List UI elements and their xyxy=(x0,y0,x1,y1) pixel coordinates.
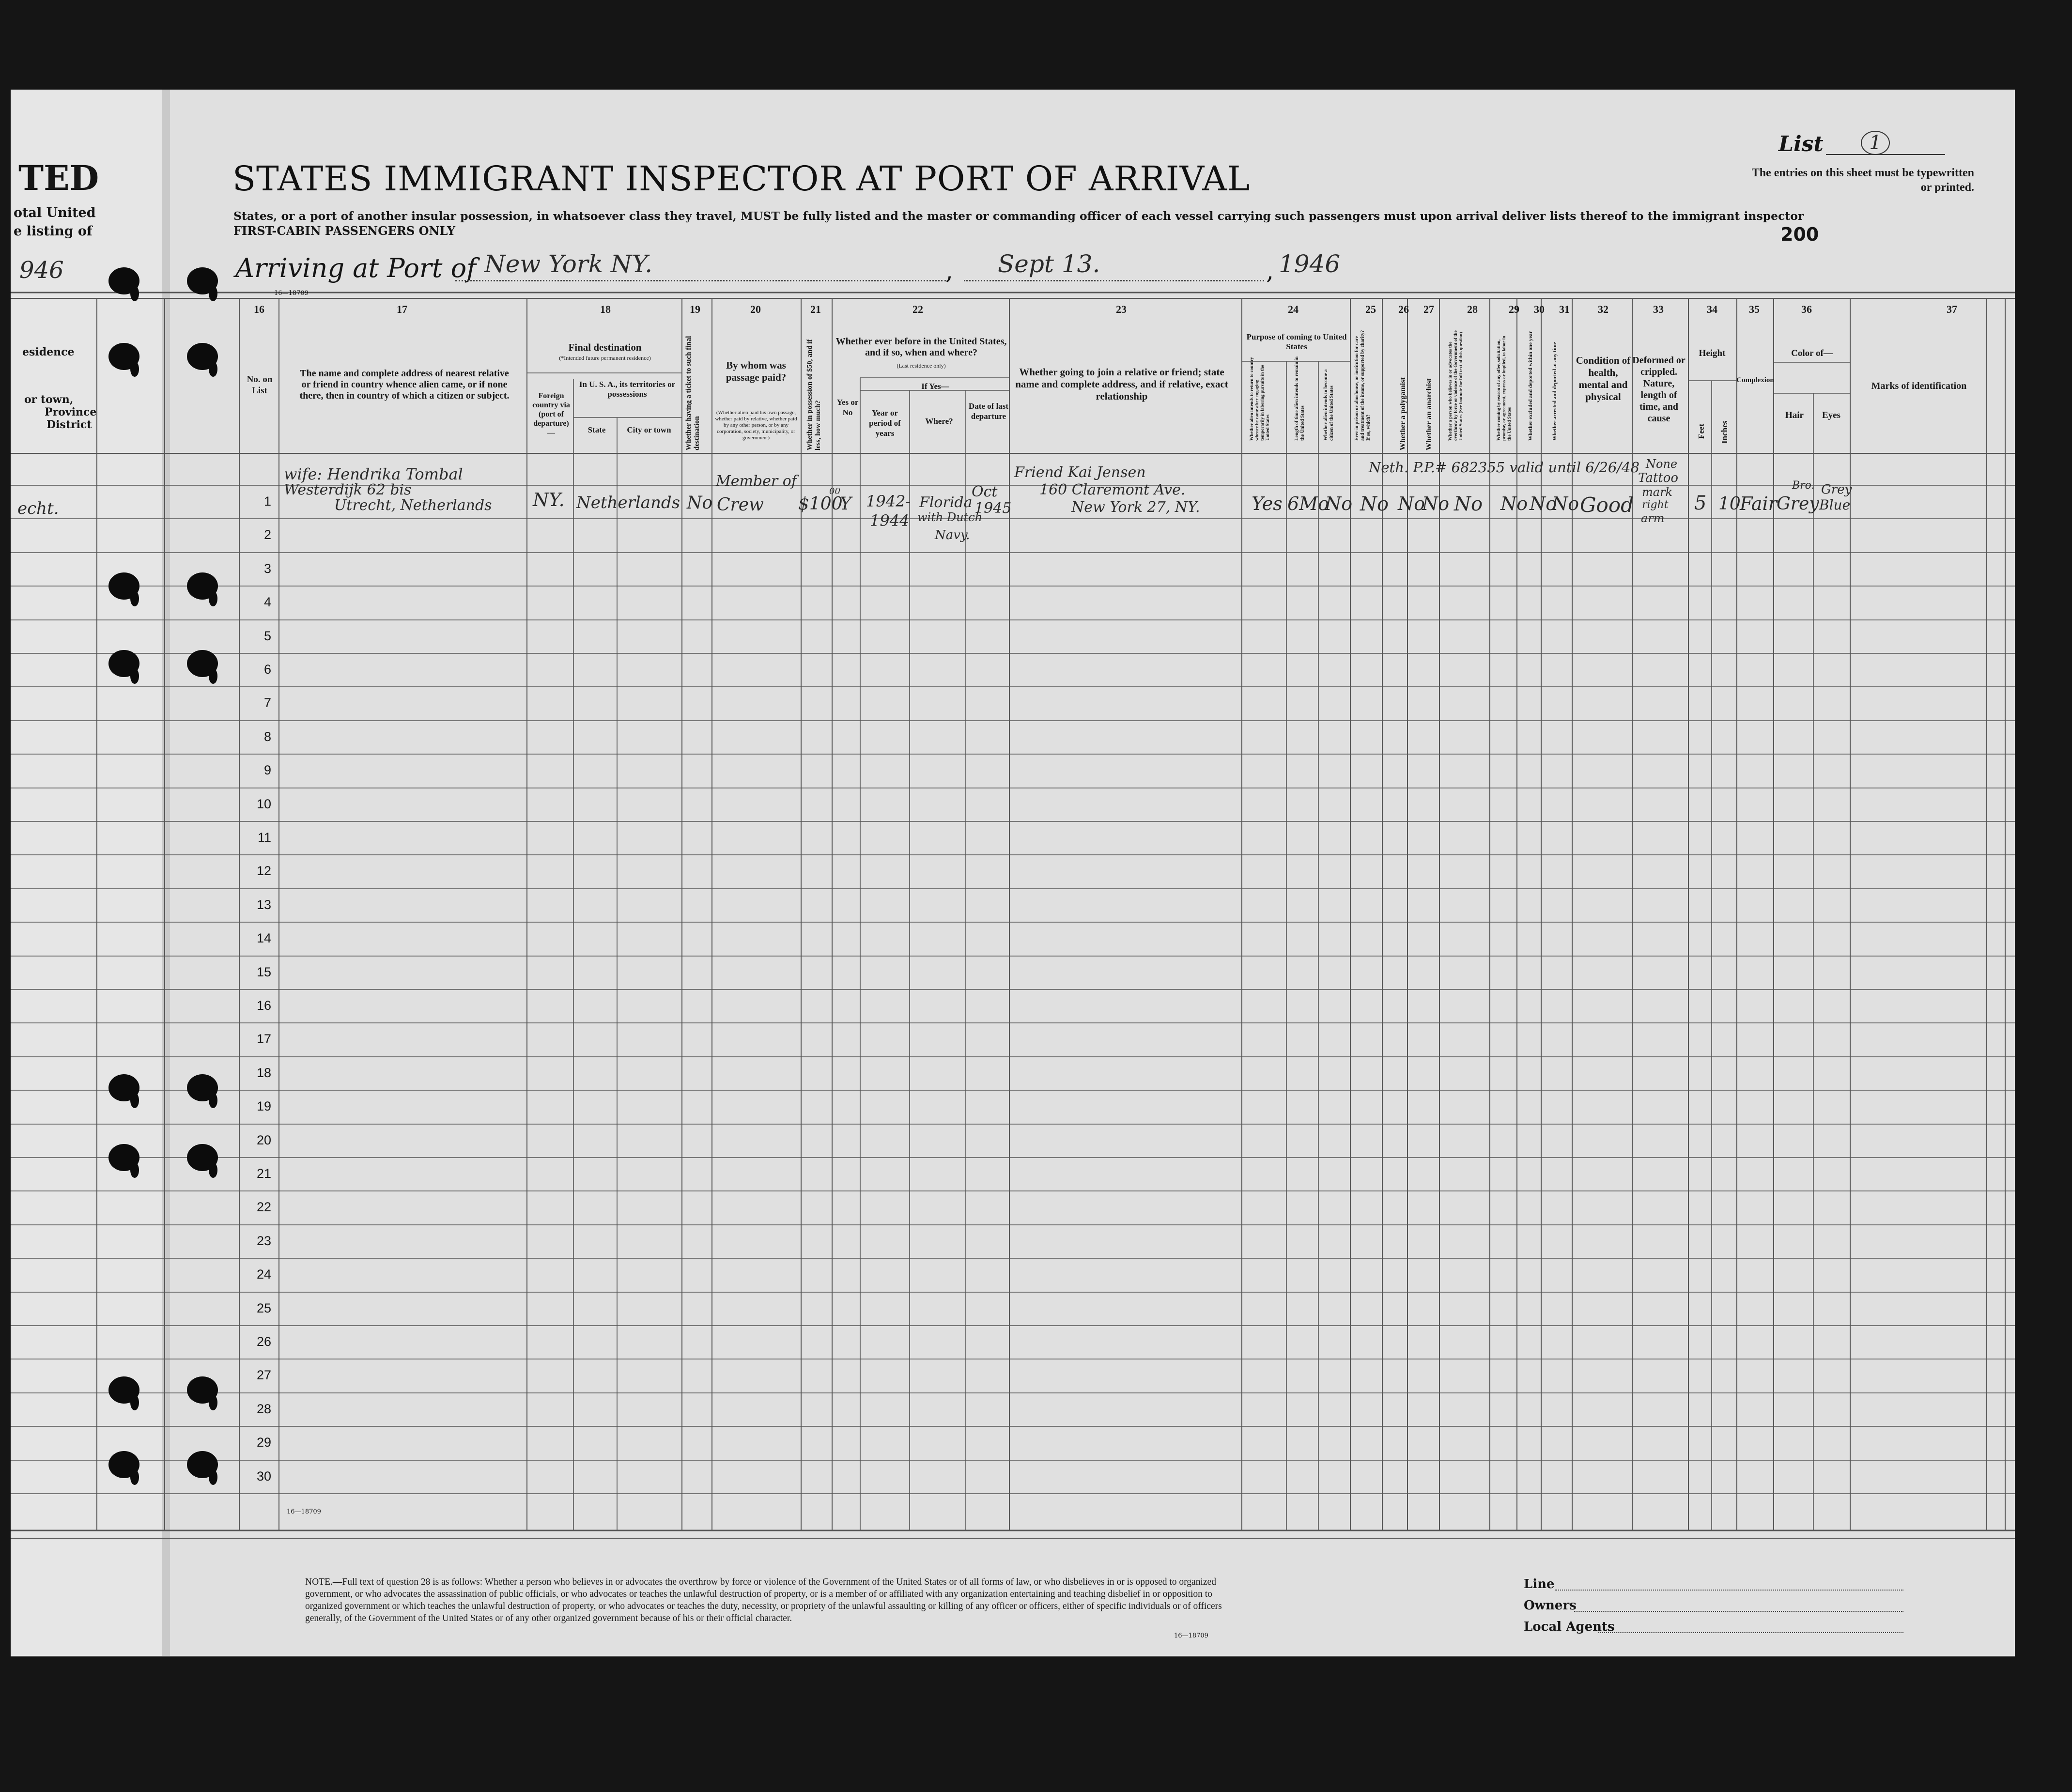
form-title: STATES IMMIGRANT INSPECTOR AT PORT OF ARRIVAL xyxy=(232,159,1251,199)
row-number: 26 xyxy=(256,1334,271,1349)
entry-ticket: No xyxy=(687,493,713,513)
entry-relative-line2: Westerdijk 62 bis xyxy=(284,481,412,498)
row-number: 25 xyxy=(256,1301,271,1315)
heading-final-destination-note: (*Intended future permanent residence) xyxy=(559,355,651,361)
row-number: 22 xyxy=(256,1200,271,1214)
entry-foreign-country: NY. xyxy=(533,489,565,510)
punch-hole-tail xyxy=(209,361,217,377)
heading-polygamist: Whether a polygamist xyxy=(1399,377,1407,450)
entry-purpose-a: Yes xyxy=(1252,493,1283,514)
entry-hair: Grey xyxy=(1777,494,1819,514)
entry-departure-line2: 1945 xyxy=(974,500,1012,517)
agents-dotted xyxy=(1598,1632,1903,1633)
col-number-25: 25 xyxy=(1365,303,1376,315)
entry-departure-line1: Oct xyxy=(972,483,998,500)
row-number: 5 xyxy=(263,629,271,643)
row-number: 17 xyxy=(256,1032,271,1046)
entry-paid-line1: Member of xyxy=(716,473,797,490)
form-number-bottom: 16—18709 xyxy=(287,1508,321,1515)
heading-nearest-relative: The name and complete address of nearest relative or friend in country whence alien came, or if none there, then in country of which a citizen or subject. xyxy=(299,368,510,401)
footnote-question-28: NOTE.—Full text of question 28 is as follows: Whether a person who believes in or advocates the overthrow by force or violence of the Government of the United States or of all forms of law, or who disbelieves in or is opposed to organized government, or who advocates the assassination of public officials, or who advocates or teaches the unlawful destruction of property, or is a member of or affiliated with any organization entertaining and teaching disbelief in or opposition to organized government or which teaches the unlawful destruction of property, or who advocates or teaches the duty, necessity, or propriety of the unlawful assaulting or killing of any officer or officers, either of specific individuals or of officers generally, of the Government of the United States or of any other organized government because of his or their official character. xyxy=(305,1577,1222,1623)
left-fragment-town2: Province xyxy=(45,406,97,418)
list-underline xyxy=(1826,154,1945,155)
entry-years-line1: 1942- xyxy=(866,492,911,510)
heading-q29: Whether coming by reason of any offer, solicitation, promise, or agreement, express or implied, to labor in the United States xyxy=(1497,336,1512,441)
punch-hole-tail xyxy=(209,286,217,301)
punch-hole-tail xyxy=(209,1093,217,1108)
heading-year-period: Year or period of years xyxy=(869,408,901,438)
heading-purpose: Purpose of coming to United States xyxy=(1246,332,1347,351)
col-number-30: 30 xyxy=(1534,303,1545,315)
row-number: 2 xyxy=(263,527,271,542)
col-number-17: 17 xyxy=(397,303,407,315)
heading-last-residence-only: (Last residence only) xyxy=(897,362,946,369)
heading-purpose-b: Length of time alien intends to remain in the United States xyxy=(1294,356,1305,441)
entry-eyes-top: Grey xyxy=(1821,482,1852,497)
heading-where: Where? xyxy=(925,417,953,426)
arriving-label: Arriving at Port of xyxy=(235,253,477,283)
entry-q29: No xyxy=(1500,493,1528,514)
arriving-year: 1946 xyxy=(1279,250,1341,278)
owners-dotted xyxy=(1574,1611,1903,1612)
col-number-26: 26 xyxy=(1398,303,1409,315)
entry-friend-line3: New York 27, NY. xyxy=(1071,499,1200,516)
punch-hole-tail xyxy=(130,1093,139,1108)
col-number-34: 34 xyxy=(1707,303,1717,315)
entry-eyes: Blue xyxy=(1819,497,1851,513)
entry-complexion: Fair xyxy=(1740,493,1777,514)
row-number: 11 xyxy=(257,830,271,845)
col-number-32: 32 xyxy=(1598,303,1608,315)
fold-shadow xyxy=(162,90,170,1656)
col-number-36: 36 xyxy=(1801,303,1812,315)
left-fragment-year: 946 xyxy=(19,257,64,284)
row-number: 4 xyxy=(263,595,271,609)
entry-purpose-c: No xyxy=(1325,493,1353,514)
left-fragment-place: echt. xyxy=(17,499,59,518)
row-number: 15 xyxy=(256,965,271,979)
arriving-port: New York NY. xyxy=(484,250,653,278)
row-number: 20 xyxy=(256,1133,271,1147)
row-number: 6 xyxy=(263,662,271,677)
entry-ever-before: Y xyxy=(840,494,851,514)
punch-hole-tail xyxy=(130,668,139,684)
heading-state: State xyxy=(588,425,606,434)
entry-deformed-line1: None xyxy=(1646,457,1678,471)
col-number-16: 16 xyxy=(254,303,264,315)
col-number-27: 27 xyxy=(1423,303,1434,315)
entry-feet: 5 xyxy=(1694,492,1707,514)
entry-money: $100 xyxy=(798,494,843,514)
entry-deformed-line3: mark xyxy=(1642,485,1673,499)
row-number: 8 xyxy=(263,729,271,744)
date-dotted-line xyxy=(964,280,1264,281)
row-number: 10 xyxy=(256,797,271,811)
port-dotted-line xyxy=(455,280,946,281)
entry-relative-line3: Utrecht, Netherlands xyxy=(334,497,492,514)
heading-city: City or town xyxy=(627,425,671,434)
col-number-20: 20 xyxy=(750,303,761,315)
heading-purpose-a: Whether alien intends to return to country whence he came after engaging temporarily in laboring pursuits in the United States xyxy=(1250,357,1270,441)
punch-hole-tail xyxy=(209,668,217,684)
entry-inches: 10 xyxy=(1718,494,1741,514)
punch-hole-tail xyxy=(209,1162,217,1178)
entry-friend-line1: Friend Kai Jensen xyxy=(1014,464,1146,481)
heading-foreign-country: Foreign country via (port of departure)— xyxy=(532,392,570,437)
col-number-19: 19 xyxy=(690,303,700,315)
col-number-22: 22 xyxy=(912,303,923,315)
heading-passage-paid: By whom was passage paid? xyxy=(726,359,787,383)
entry-purpose-b: 6Mo xyxy=(1287,493,1329,514)
line-dotted xyxy=(1555,1590,1903,1591)
row-number: 7 xyxy=(263,695,271,710)
row-number: 12 xyxy=(256,864,271,878)
col-number-28: 28 xyxy=(1467,303,1478,315)
heading-final-destination: Final destination xyxy=(568,341,642,353)
left-fragment-line2: e listing of xyxy=(14,224,93,239)
punch-hole-tail xyxy=(209,1395,217,1410)
entry-polygamist: No xyxy=(1398,493,1425,514)
row-number: 24 xyxy=(256,1267,271,1282)
left-fragment-residence: esidence xyxy=(22,346,75,358)
heading-color-of: Color of— xyxy=(1791,348,1833,358)
col-number-21: 21 xyxy=(810,303,821,315)
entry-state: Netherlands xyxy=(576,493,680,512)
row-number: 13 xyxy=(256,897,271,912)
heading-q28: Whether a person who believes in or advocates the overthrow by force or violence of the Government of the United States (See footnote for full text of this question) xyxy=(1448,330,1464,441)
row-number: 28 xyxy=(256,1402,271,1416)
entry-q30: No xyxy=(1530,493,1557,514)
punch-hole-tail xyxy=(130,591,139,606)
heading-passage-note: (Whether alien paid his own passage, whether paid by relative, whether paid by any other person, or by any corporation, society, municipality, or government) xyxy=(715,410,797,441)
entry-friend-line2: 160 Claremont Ave. xyxy=(1039,481,1186,498)
heading-q30: Whether excluded and deported within one year xyxy=(1528,331,1533,441)
heading-hair: Hair xyxy=(1785,410,1804,420)
heading-health: Condition of health, mental and physical xyxy=(1576,355,1631,402)
heading-eyes: Eyes xyxy=(1822,410,1840,420)
punch-hole-tail xyxy=(209,591,217,606)
punch-hole-tail xyxy=(130,1162,139,1178)
heading-in-usa: In U. S. A., its territories or possessions xyxy=(579,380,676,399)
col-number-23: 23 xyxy=(1116,303,1127,315)
left-fragment-ted: TED xyxy=(18,158,99,198)
heading-marks: Marks of identification xyxy=(1871,381,1967,391)
left-fragment-town1: or town, xyxy=(24,393,74,406)
left-strip xyxy=(11,90,166,1656)
line-label: Line xyxy=(1524,1577,1555,1591)
entry-passport-note: Neth. P.P.# 682355 valid until 6/26/48 xyxy=(1369,459,1640,476)
col-number-37: 37 xyxy=(1947,303,1957,315)
form-paper xyxy=(11,90,2015,1656)
entries-note: The entries on this sheet must be typewritten or printed. xyxy=(1751,167,1974,194)
heading-anarchist: Whether an anarchist xyxy=(1425,378,1433,450)
heading-deformed: Deformed or crippled. Nature, length of time, and cause xyxy=(1632,355,1685,424)
row-number: 14 xyxy=(256,931,271,945)
heading-no-on-list: No. on List xyxy=(247,374,273,396)
row-number: 27 xyxy=(256,1368,271,1382)
form-number-note: 16—18709 xyxy=(1174,1632,1208,1639)
heading-date-departure: Date of last departure xyxy=(968,402,1009,421)
owners-label: Owners xyxy=(1524,1598,1577,1613)
heading-purpose-c: Whether alien intends to become a citizen of the United States xyxy=(1323,369,1334,441)
col-number-31: 31 xyxy=(1559,303,1570,315)
entry-hair-top: Bro. xyxy=(1792,479,1815,492)
punch-hole-tail xyxy=(209,1469,217,1485)
form-subtitle: States, or a port of another insular possession, in whatsoever class they travel, MUST be fully listed and the master or commanding officer of each vessel carrying such passengers must upon arrival deliver lists thereof to the immigrant inspector xyxy=(233,209,1804,223)
entry-where-line2: with Dutch xyxy=(917,510,983,524)
row-number: 16 xyxy=(256,998,271,1013)
entry-paid-line2: Crew xyxy=(717,495,764,515)
left-fragment-line1: otal United xyxy=(14,205,96,220)
entry-prison: No xyxy=(1360,493,1389,515)
col-number-33: 33 xyxy=(1653,303,1664,315)
comma-2: , xyxy=(1266,257,1274,285)
entry-health: Good xyxy=(1580,493,1634,517)
punch-hole-tail xyxy=(130,361,139,377)
row-number: 3 xyxy=(263,561,271,576)
entry-anarchist: No xyxy=(1422,493,1450,514)
entry-years-line2: 1944 xyxy=(870,511,910,530)
row-number: 21 xyxy=(256,1166,271,1181)
punch-hole-tail xyxy=(130,1469,139,1485)
row-number: 30 xyxy=(256,1469,271,1483)
list-number: 1 xyxy=(1861,131,1890,155)
entry-where-line1: Florida xyxy=(919,494,973,511)
heading-ever-before: Whether ever before in the United States, and if so, when and where? xyxy=(835,336,1007,358)
form-number-top: 16—18709 xyxy=(274,290,309,297)
entry-money-sup: 00 xyxy=(829,486,840,496)
first-cabin-note: FIRST-CABIN PASSENGERS ONLY xyxy=(233,224,455,238)
heading-join-relative: Whether going to join a relative or friend; state name and complete address, and if relative, exact relationship xyxy=(1015,366,1228,402)
col-number-24: 24 xyxy=(1288,303,1299,315)
entry-deformed-line4: right xyxy=(1642,499,1669,511)
row-number: 18 xyxy=(256,1066,271,1080)
entry-where-line3: Navy. xyxy=(935,528,970,542)
heading-prison: Ever in prison or almshouse, or institution for care and treatment of the insane, or supported by charity? If so, which? xyxy=(1354,330,1371,441)
entry-deformed-line5: arm xyxy=(1641,511,1665,525)
arriving-date: Sept 13. xyxy=(998,250,1100,278)
row-number: 23 xyxy=(256,1234,271,1248)
row-number: 1 xyxy=(263,494,271,509)
heading-yes-or-no: Yes or No xyxy=(836,398,859,417)
entry-q31: No xyxy=(1552,493,1579,514)
punch-hole-tail xyxy=(130,286,139,301)
entry-deformed-line2: Tattoo xyxy=(1638,471,1679,485)
heading-feet: Feet xyxy=(1697,423,1706,439)
row-number: 19 xyxy=(256,1099,271,1113)
punch-hole-tail xyxy=(130,1395,139,1410)
row-number: 29 xyxy=(256,1435,271,1450)
comma-1: , xyxy=(945,257,953,285)
heading-inches: Inches xyxy=(1720,420,1729,444)
heading-q31: Whether arrested and deported at any time xyxy=(1552,342,1558,441)
col-number-29: 29 xyxy=(1509,303,1519,315)
list-label: List xyxy=(1778,132,1824,156)
heading-if-yes: If Yes— xyxy=(921,382,949,391)
sheet-number: 200 xyxy=(1780,224,1819,245)
row-number: 9 xyxy=(263,763,271,777)
agents-label: Local Agents xyxy=(1524,1620,1615,1634)
col-number-35: 35 xyxy=(1749,303,1760,315)
entry-q28: No xyxy=(1454,493,1483,515)
heading-complexion: Complexion xyxy=(1736,376,1774,384)
entry-relative-line1: wife: Hendrika Tombal xyxy=(284,465,463,483)
heading-possession-50: Whether in possession of $50, and if less, how much? xyxy=(806,339,822,450)
heading-height: Height xyxy=(1699,348,1726,358)
heading-ticket: Whether having a ticket to such final destination xyxy=(685,336,701,450)
left-fragment-town3: District xyxy=(46,418,92,431)
col-number-18: 18 xyxy=(600,303,611,315)
